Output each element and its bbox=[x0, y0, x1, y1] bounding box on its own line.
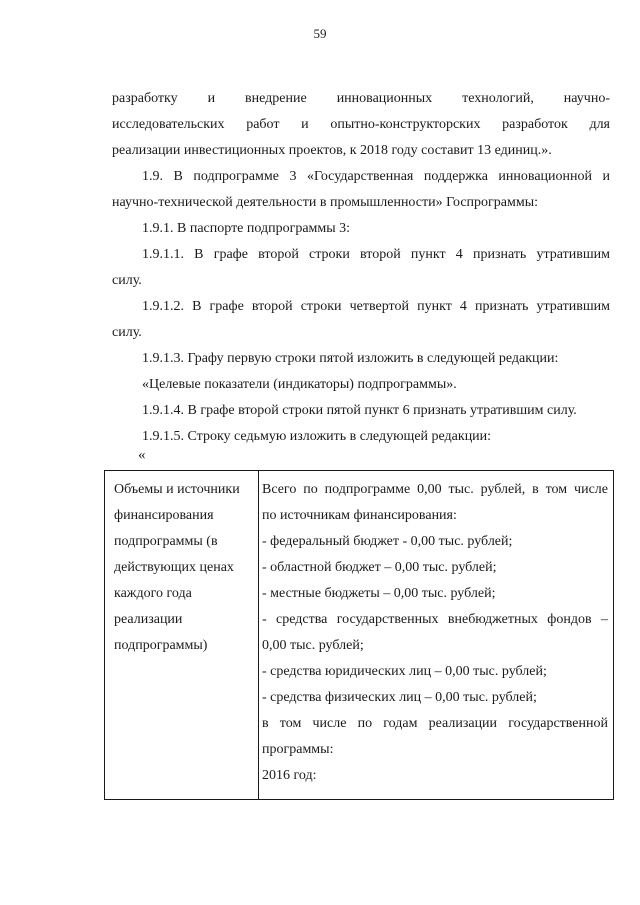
body-line: исследовательских работ и опытно-конструкторских разработок для bbox=[112, 117, 610, 132]
body-line: 1.9.1.2. В графе второй строки четвертой пункт 4 признать утратившим bbox=[142, 299, 610, 314]
body-line: 1.9.1.1. В графе второй строки второй пункт 4 признать утратившим bbox=[142, 247, 610, 262]
body-line: научно-технической деятельности в промышленности» Госпрограммы: bbox=[112, 195, 538, 210]
right-cell-line: - средства юридических лиц – 0,00 тыс. рублей; bbox=[262, 664, 547, 679]
left-cell-line: Объемы и источники bbox=[114, 482, 240, 497]
right-cell-line: - федеральный бюджет - 0,00 тыс. рублей; bbox=[262, 534, 513, 549]
left-cell-line: каждого года bbox=[114, 586, 192, 601]
right-cell-line: в том числе по годам реализации государственной bbox=[262, 716, 608, 731]
body-line: 1.9.1.3. Графу первую строки пятой изложить в следующей редакции: bbox=[142, 351, 559, 366]
right-cell-line: по источникам финансирования: bbox=[262, 508, 457, 523]
body-line: 1.9.1.4. В графе второй строки пятой пункт 6 признать утратившим силу. bbox=[142, 403, 577, 418]
body-line: 1.9.1. В паспорте подпрограммы 3: bbox=[142, 221, 351, 236]
left-cell-line: подпрограммы) bbox=[114, 638, 208, 653]
right-cell-line: программы: bbox=[262, 742, 334, 757]
left-cell-line: подпрограммы (в bbox=[114, 534, 218, 549]
body-line: 1.9. В подпрограмме 3 «Государственная поддержка инновационной и bbox=[142, 169, 610, 184]
left-cell-line: финансирования bbox=[114, 508, 214, 523]
column-divider bbox=[258, 471, 259, 799]
body-line: «Целевые показатели (индикаторы) подпрограммы». bbox=[142, 377, 457, 392]
right-cell-line: - областной бюджет – 0,00 тыс. рублей; bbox=[262, 560, 497, 575]
right-cell-line: - местные бюджеты – 0,00 тыс. рублей; bbox=[262, 586, 496, 601]
left-cell-line: действующих ценах bbox=[114, 560, 234, 575]
body-line: силу. bbox=[112, 273, 142, 288]
right-cell-line: - средства государственных внебюджетных фондов – bbox=[262, 612, 608, 627]
opening-quote: « bbox=[138, 447, 146, 463]
right-cell-line: 0,00 тыс. рублей; bbox=[262, 638, 364, 653]
right-cell-line: 2016 год: bbox=[262, 768, 317, 783]
right-cell-line: - средства физических лиц – 0,00 тыс. рублей; bbox=[262, 690, 537, 705]
body-line: 1.9.1.5. Строку седьмую изложить в следующей редакции: bbox=[142, 429, 492, 444]
financing-table bbox=[104, 470, 614, 800]
body-line: разработку и внедрение инновационных технологий, научно- bbox=[112, 91, 610, 106]
body-line: реализации инвестиционных проектов, к 2018 году составит 13 единиц.». bbox=[112, 143, 552, 158]
page-number: 59 bbox=[313, 26, 327, 41]
left-cell-line: реализации bbox=[114, 612, 183, 627]
right-cell-line: Всего по подпрограмме 0,00 тыс. рублей, в том числе bbox=[262, 482, 608, 497]
body-line: силу. bbox=[112, 325, 142, 340]
